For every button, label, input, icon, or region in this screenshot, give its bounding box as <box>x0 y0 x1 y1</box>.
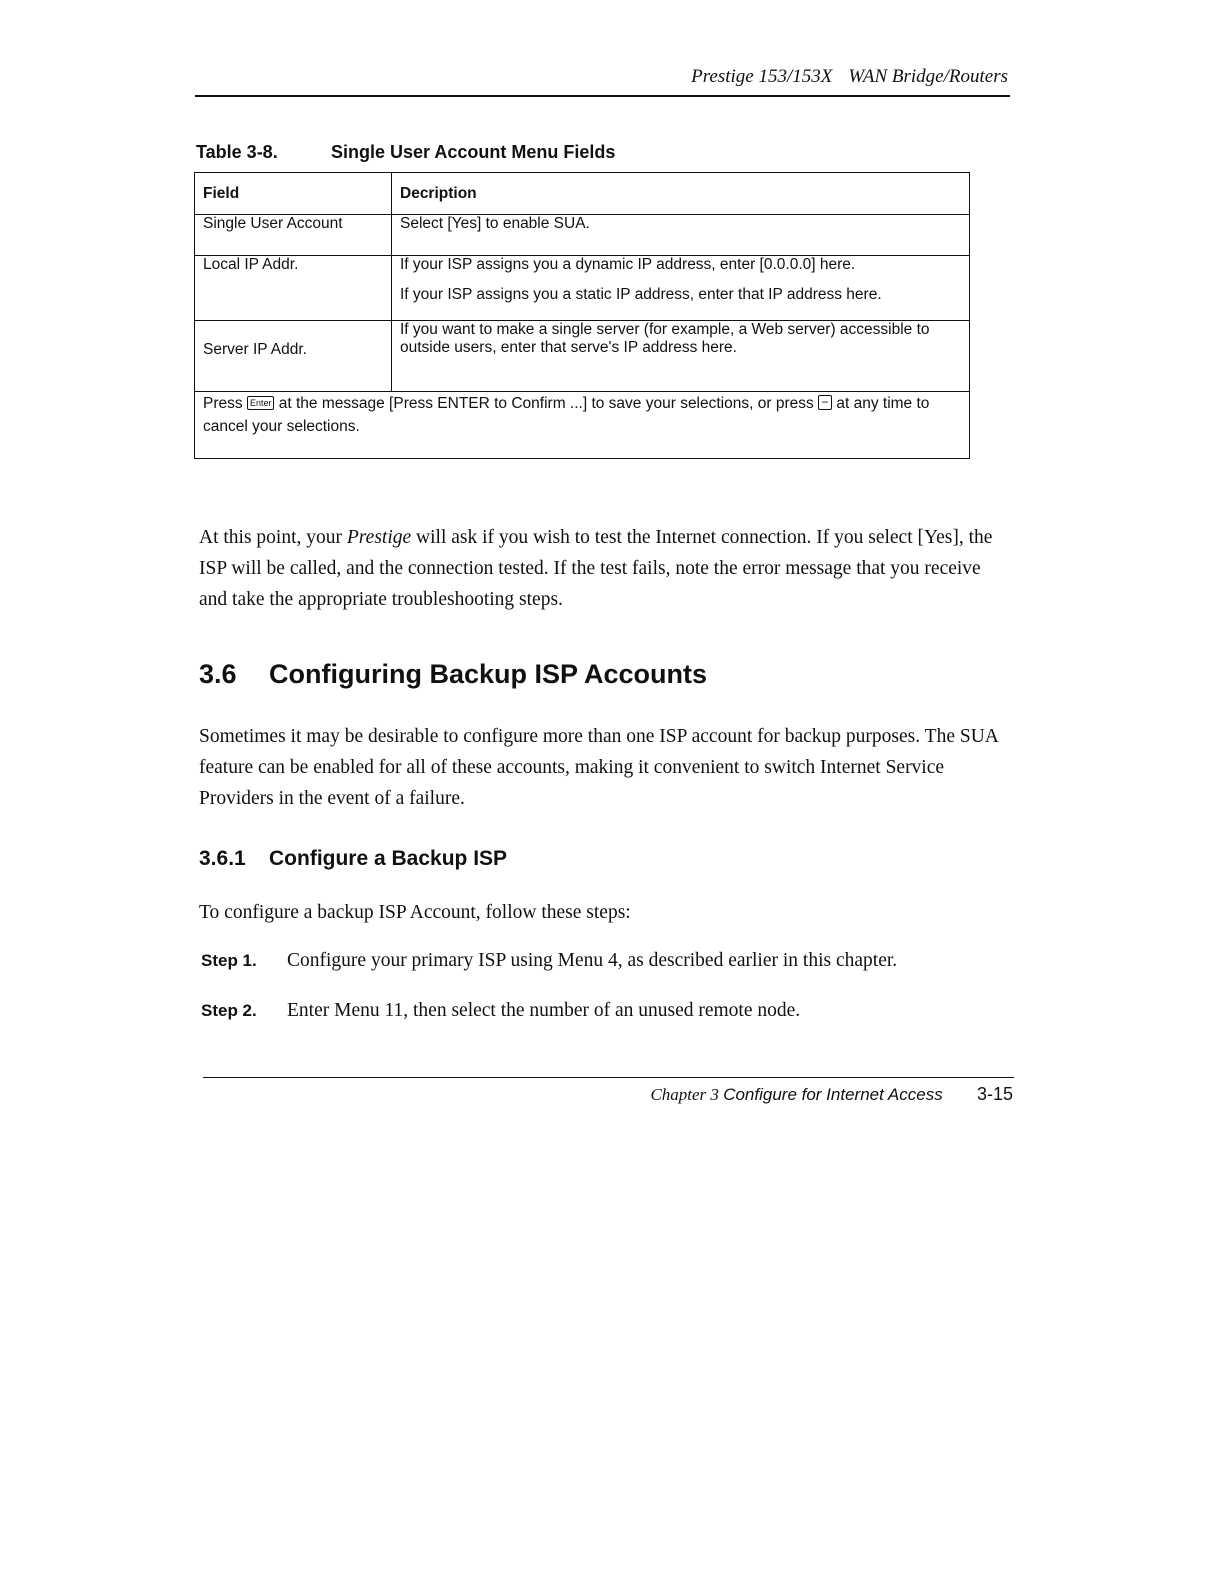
table-title: Single User Account Menu Fields <box>331 142 616 162</box>
column-header-field: Field <box>195 173 392 215</box>
note-cell <box>195 392 970 459</box>
header-product: Prestige 153/153X <box>691 66 833 87</box>
note-end: at any time to cancel your selections. <box>203 395 930 435</box>
field-cell: Server IP Addr. <box>195 321 392 392</box>
section-number: 3.6 <box>199 659 237 689</box>
paragraph-test-connection <box>199 522 999 615</box>
field-cell: Single User Account <box>195 215 392 256</box>
step-label: Step 1. <box>201 951 257 970</box>
table-number: Table 3-8. <box>196 142 278 162</box>
note-press: Press <box>203 395 243 412</box>
description-line: If your ISP assigns you a dynamic IP address, enter [0.0.0.0] here. <box>400 256 856 273</box>
table-note-row <box>195 392 970 459</box>
running-header <box>195 66 1008 88</box>
step-item <box>201 1000 800 1022</box>
field-cell: Local IP Addr. <box>195 256 392 321</box>
escape-key-icon: − <box>818 395 832 410</box>
paragraph-text: At this point, your <box>199 527 347 548</box>
table-row <box>195 256 970 321</box>
section-heading <box>199 659 707 690</box>
footer-rule <box>203 1077 1014 1078</box>
paragraph-text: will ask if you wish to test the Internet connection. If you select [Yes], the ISP will be called, and the connection tested. If the test fails, note the error message that you receive and take the appropriate troubleshooting steps. <box>199 527 993 610</box>
paragraph-steps-intro: To configure a backup ISP Account, follow these steps: <box>199 902 631 923</box>
description-cell: If you want to make a single server (for example, a Web server) accessible to outside users, enter that serve's IP address here. <box>392 321 970 392</box>
enter-key-icon: Enter <box>247 396 275 410</box>
table-row <box>195 321 970 392</box>
section-title: Configuring Backup ISP Accounts <box>269 659 708 689</box>
page-footer <box>600 1084 1013 1105</box>
description-cell: Select [Yes] to enable SUA. <box>392 215 970 256</box>
paragraph-backup-intro: Sometimes it may be desirable to configure more than one ISP account for backup purposes. The SUA feature can be enabled for all of these accounts, making it convenient to switch Internet Service Providers in the event of a failure. <box>199 726 998 809</box>
step-text: Configure your primary ISP using Menu 4, as described earlier in this chapter. <box>287 950 898 971</box>
footer-chapter: Chapter 3 <box>650 1085 719 1104</box>
page-number: 3-15 <box>976 1084 1013 1104</box>
table-header-row <box>195 173 970 215</box>
note-middle: at the message [Press ENTER to Confirm ...] to save your selections, or press <box>278 395 814 412</box>
step-text: Enter Menu 11, then select the number of an unused remote node. <box>287 1000 801 1021</box>
step-item <box>201 950 897 972</box>
table-caption <box>196 142 615 163</box>
description-cell <box>392 256 970 321</box>
subsection-number: 3.6.1 <box>199 847 246 870</box>
description-line: If your ISP assigns you a static IP address, enter that IP address here. <box>400 286 882 303</box>
product-name: Prestige <box>346 527 412 548</box>
footer-title: Configure for Internet Access <box>723 1085 943 1104</box>
step-label: Step 2. <box>201 1001 257 1020</box>
fields-table <box>194 172 970 459</box>
subsection-heading <box>199 847 507 871</box>
column-header-description: Decription <box>392 173 970 215</box>
header-rule <box>195 95 1010 97</box>
subsection-title: Configure a Backup ISP <box>269 847 508 870</box>
table-row <box>195 215 970 256</box>
header-product-type: WAN Bridge/Routers <box>848 66 1008 87</box>
